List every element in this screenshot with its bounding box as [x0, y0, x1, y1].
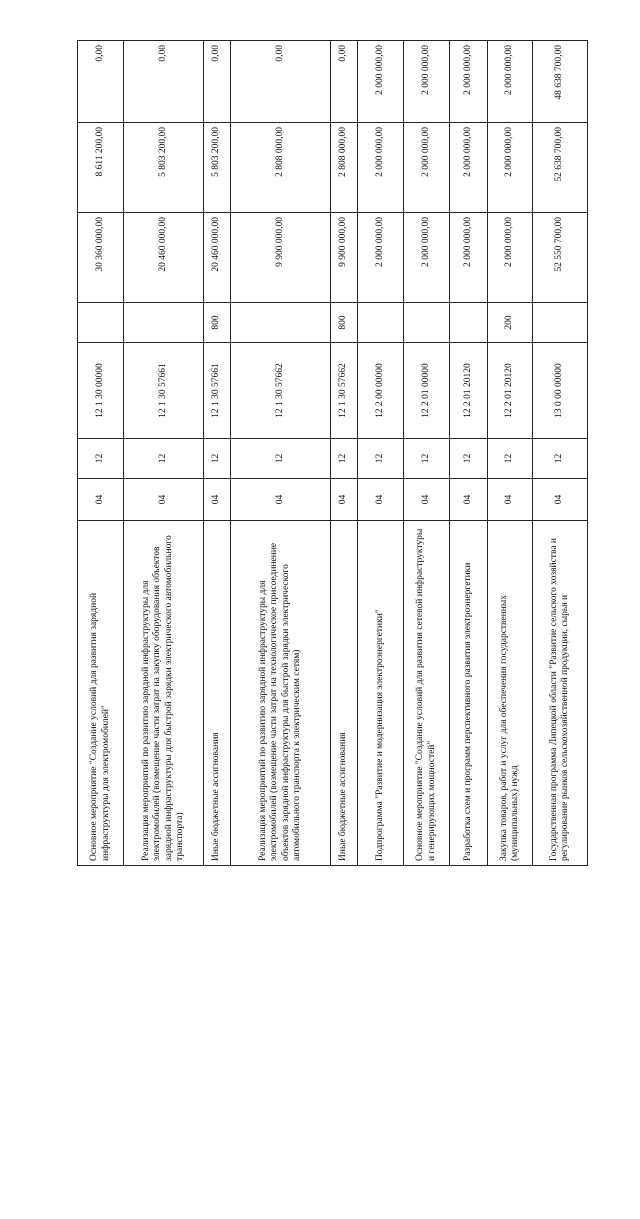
row-name: Подпрограмма "Развитие и модернизация электроэнергетики" — [358, 521, 404, 866]
table-row — [331, 41, 358, 866]
row-value-2: 5 803 200,00 — [124, 123, 204, 213]
row-value-3: 0,00 — [78, 41, 124, 123]
row-name: Реализация мероприятий по развитию зарядной инфраструктуры для электромобилей (возмещение части затрат на технологическое присоединение объектов зарядной инфраструктуры для быстрой зарядки электрического автомобильного транспорта к электрическим сетям) — [231, 521, 331, 866]
table-row — [358, 41, 404, 866]
row-value-2: 2 000 000,00 — [404, 123, 450, 213]
row-expense-type — [231, 303, 331, 343]
row-value-2: 2 000 000,00 — [358, 123, 404, 213]
row-value-3: 48 638 700,00 — [533, 41, 588, 123]
row-value-2: 2 808 000,00 — [231, 123, 331, 213]
row-value-1: 9 900 000,00 — [231, 213, 331, 303]
row-subsection: 12 — [204, 439, 231, 479]
row-subsection: 12 — [450, 439, 488, 479]
table-row — [231, 41, 331, 866]
row-value-1: 9 900 000,00 — [331, 213, 358, 303]
row-expense-type — [533, 303, 588, 343]
row-value-1: 20 460 000,00 — [124, 213, 204, 303]
row-target-code: 12 2 01 20120 — [488, 343, 533, 439]
row-value-1: 30 360 000,00 — [78, 213, 124, 303]
table-body — [78, 41, 588, 866]
row-target-code: 12 2 01 20120 — [450, 343, 488, 439]
row-target-code: 12 1 30 57661 — [124, 343, 204, 439]
row-expense-type: 200 — [488, 303, 533, 343]
row-chapter: 04 — [78, 479, 124, 521]
row-chapter: 04 — [204, 479, 231, 521]
row-value-1: 2 000 000,00 — [450, 213, 488, 303]
table-row — [78, 41, 124, 866]
row-subsection: 12 — [78, 439, 124, 479]
row-subsection: 12 — [231, 439, 331, 479]
row-value-1: 2 000 000,00 — [358, 213, 404, 303]
row-value-1: 20 460 000,00 — [204, 213, 231, 303]
row-target-code: 12 1 30 57662 — [231, 343, 331, 439]
row-value-3: 2 000 000,00 — [488, 41, 533, 123]
row-name: Разработка схем и программ перспективного развития электроэнергетики — [450, 521, 488, 866]
row-chapter: 04 — [231, 479, 331, 521]
row-subsection: 12 — [331, 439, 358, 479]
row-expense-type: 800 — [204, 303, 231, 343]
row-value-2: 5 803 200,00 — [204, 123, 231, 213]
row-target-code: 12 1 30 57661 — [204, 343, 231, 439]
row-expense-type — [404, 303, 450, 343]
row-chapter: 04 — [533, 479, 588, 521]
row-value-3: 2 000 000,00 — [450, 41, 488, 123]
row-name: Реализация мероприятий по развитию зарядной инфраструктуры для электромобилей (возмещение части затрат на закупку оборудования объектов зарядной инфраструктуры для быстрой зарядки электрического автомобильного транспорта) — [124, 521, 204, 866]
row-value-2: 2 808 000,00 — [331, 123, 358, 213]
row-name: Государственная программа Липецкой области "Развитие сельского хозяйства и регулирование рынков сельскохозяйственной продукции, сырья и — [533, 521, 588, 866]
rotated-page-content — [77, 41, 587, 866]
row-value-1: 2 000 000,00 — [488, 213, 533, 303]
row-value-3: 2 000 000,00 — [404, 41, 450, 123]
row-target-code: 12 1 30 57662 — [331, 343, 358, 439]
row-value-3: 0,00 — [331, 41, 358, 123]
row-expense-type — [78, 303, 124, 343]
row-name: Основное мероприятие "Создание условий для развития сетевой инфраструктуры и генерирующих мощностей" — [404, 521, 450, 866]
row-value-2: 2 000 000,00 — [488, 123, 533, 213]
row-name: Основное мероприятие "Создание условий для развития зарядной инфраструктуры для электромобилей" — [78, 521, 124, 866]
row-target-code: 12 2 00 00000 — [358, 343, 404, 439]
table-row — [488, 41, 533, 866]
row-chapter: 04 — [124, 479, 204, 521]
row-chapter: 04 — [488, 479, 533, 521]
row-value-3: 2 000 000,00 — [358, 41, 404, 123]
row-target-code: 12 2 01 00000 — [404, 343, 450, 439]
row-name: Иные бюджетные ассигнования — [204, 521, 231, 866]
row-value-3: 0,00 — [204, 41, 231, 123]
table-row — [124, 41, 204, 866]
row-expense-type — [450, 303, 488, 343]
table-row — [404, 41, 450, 866]
row-subsection: 12 — [404, 439, 450, 479]
table-row — [204, 41, 231, 866]
table-row — [450, 41, 488, 866]
row-subsection: 12 — [488, 439, 533, 479]
row-subsection: 12 — [533, 439, 588, 479]
row-chapter: 04 — [331, 479, 358, 521]
row-expense-type: 800 — [331, 303, 358, 343]
row-subsection: 12 — [124, 439, 204, 479]
row-value-2: 8 611 200,00 — [78, 123, 124, 213]
row-chapter: 04 — [450, 479, 488, 521]
budget-table — [77, 40, 588, 866]
row-value-2: 2 000 000,00 — [450, 123, 488, 213]
row-target-code: 13 0 00 00000 — [533, 343, 588, 439]
row-chapter: 04 — [358, 479, 404, 521]
row-target-code: 12 1 30 00000 — [78, 343, 124, 439]
row-expense-type — [358, 303, 404, 343]
row-value-2: 52 638 700,00 — [533, 123, 588, 213]
row-value-1: 52 550 700,00 — [533, 213, 588, 303]
row-name: Иные бюджетные ассигнования — [331, 521, 358, 866]
row-name: Закупка товаров, работ и услуг для обеспечения государственных (муниципальных) нужд — [488, 521, 533, 866]
row-value-3: 0,00 — [231, 41, 331, 123]
row-subsection: 12 — [358, 439, 404, 479]
row-value-1: 2 000 000,00 — [404, 213, 450, 303]
row-value-3: 0,00 — [124, 41, 204, 123]
row-chapter: 04 — [404, 479, 450, 521]
row-expense-type — [124, 303, 204, 343]
table-row — [533, 41, 588, 866]
